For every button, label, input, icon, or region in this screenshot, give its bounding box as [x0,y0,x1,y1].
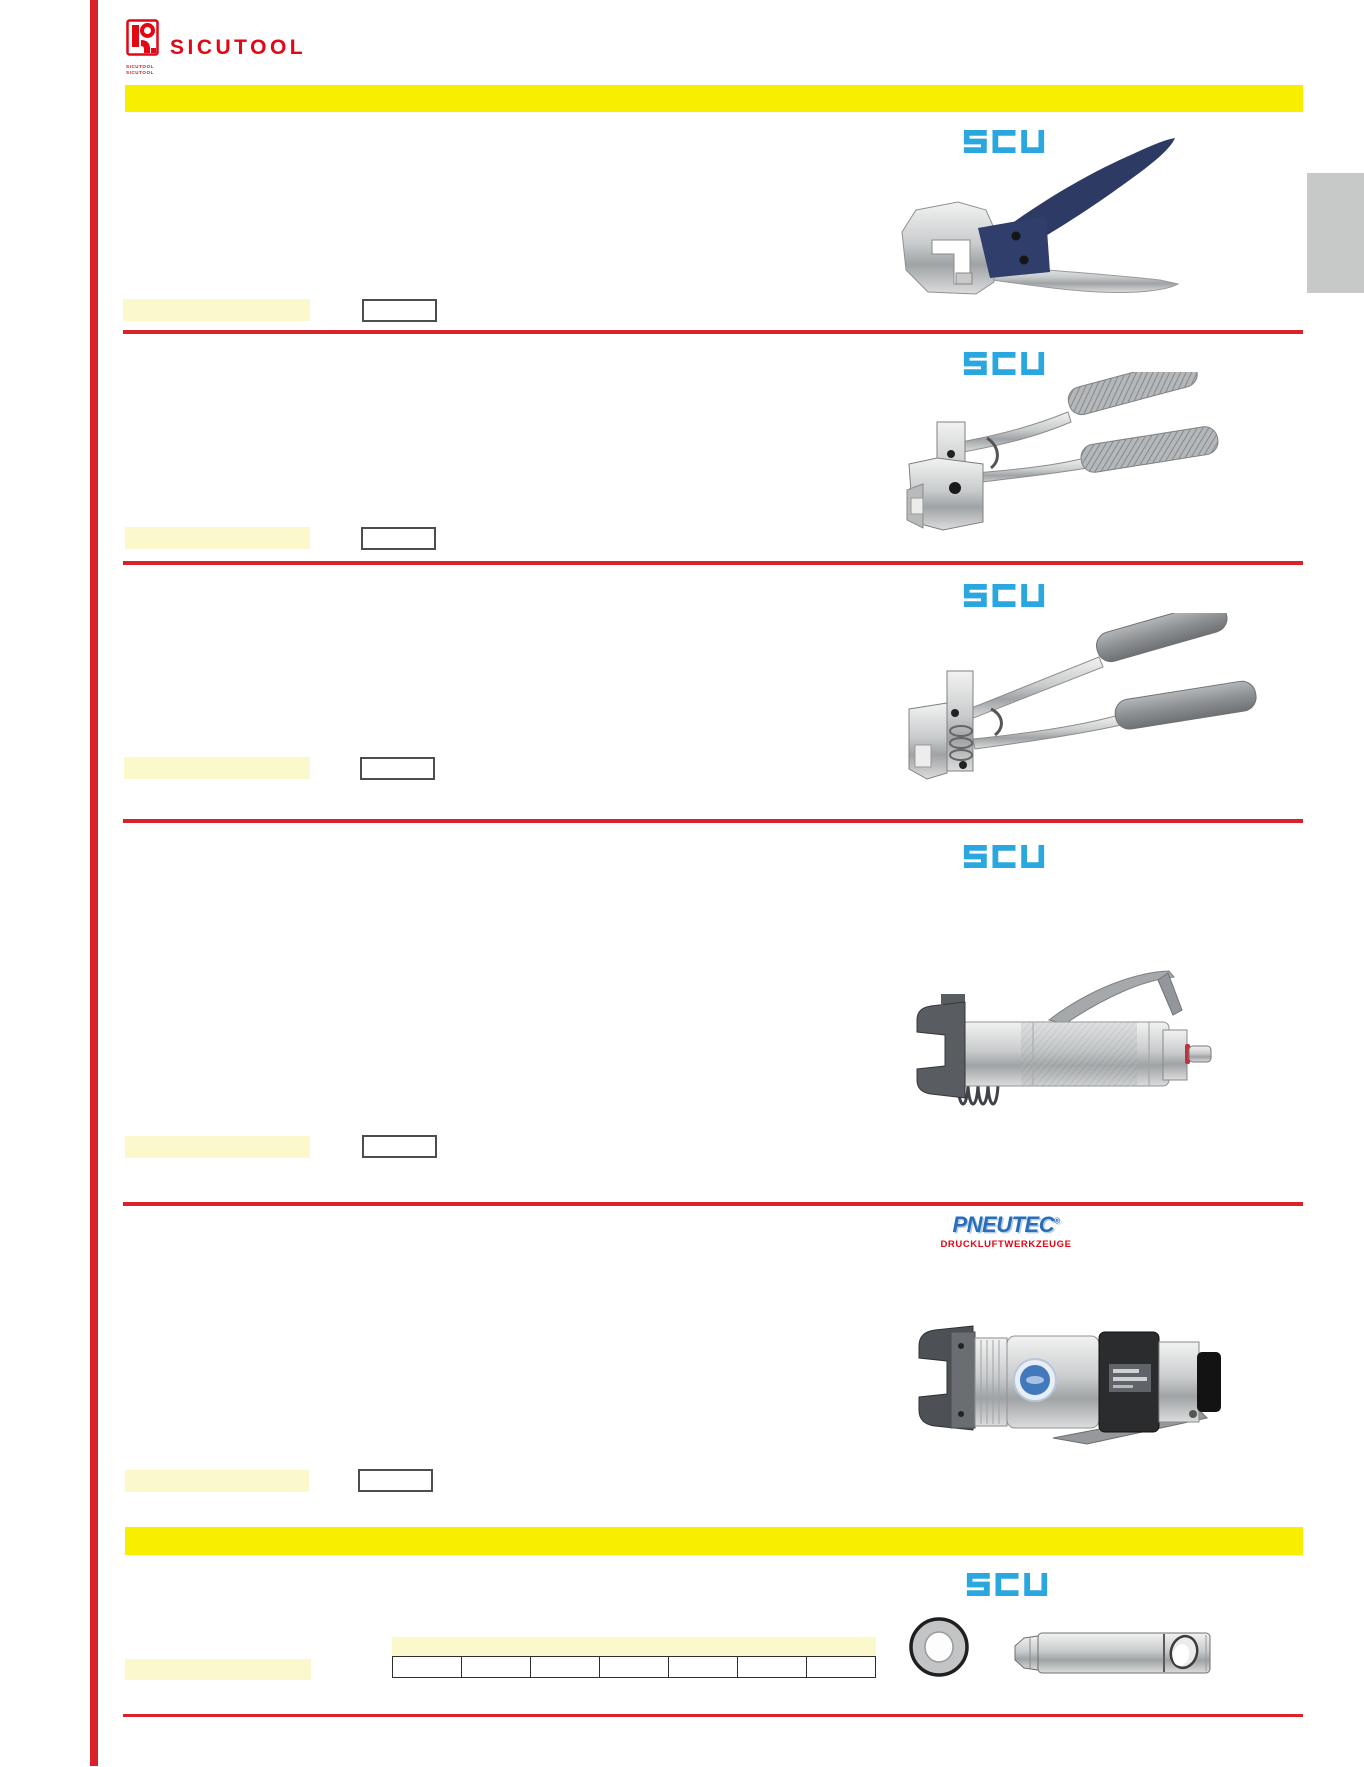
product-code-highlight [125,1659,311,1680]
product-image-die-ring [908,1616,971,1678]
product-code-highlight [125,1470,309,1492]
price-code-box [360,757,435,780]
page-bottom-rule [123,1714,1303,1717]
spec-table-header-highlight [392,1637,876,1656]
spec-table-cell [738,1657,807,1677]
product-image-punch-die-cylinder [1008,1629,1222,1677]
price-code-box [358,1469,433,1492]
scu-logo [963,584,1045,607]
spec-table-cell [393,1657,462,1677]
section-divider [123,819,1303,823]
spec-table-cell [807,1657,875,1677]
spec-table-cell [600,1657,669,1677]
sicutool-logo-text: SICUTOOL [170,36,307,59]
product-image-pneutec-punch-tool [901,1316,1222,1448]
product-image-pneumatic-inline-punch [901,958,1219,1130]
price-code-box [361,527,436,550]
left-margin-red-bar [90,0,98,1766]
category-band-top [125,85,1303,112]
product-code-highlight [125,1136,310,1158]
section-divider [123,330,1303,334]
category-band-bottom [125,1527,1303,1555]
pneutec-logo-subtitle: DRUCKLUFTWERKZEUGE [940,1239,1072,1250]
spec-table [392,1656,876,1678]
section-divider [123,561,1303,565]
pneutec-logo [932,1212,1080,1250]
sicutool-logo-subtext-line1: SICUTOOL [126,64,154,69]
product-code-highlight [123,299,310,321]
spec-table-cell [531,1657,600,1677]
price-code-box [362,1135,437,1158]
product-code-highlight [124,757,310,779]
section-divider [123,1202,1303,1206]
product-image-punch-pliers-knurled [903,372,1225,532]
sicutool-logo-subtext-line2: SICUTOOL [126,69,154,75]
product-image-punch-pliers-grips [903,613,1280,790]
product-code-highlight [125,527,310,549]
price-code-box [362,299,437,322]
sicutool-logo-subtext [126,64,154,75]
scu-logo [966,1573,1048,1596]
product-image-hand-punch-blue-handle [898,132,1183,297]
spec-table-cell [669,1657,738,1677]
sicutool-wrench-icon [126,19,160,59]
scu-logo [963,845,1045,868]
spec-table-cell [462,1657,531,1677]
registered-mark: ® [1054,1216,1060,1226]
pneutec-logo-text: PNEUTEC® [952,1212,1060,1237]
page-edge-tab [1307,173,1364,293]
